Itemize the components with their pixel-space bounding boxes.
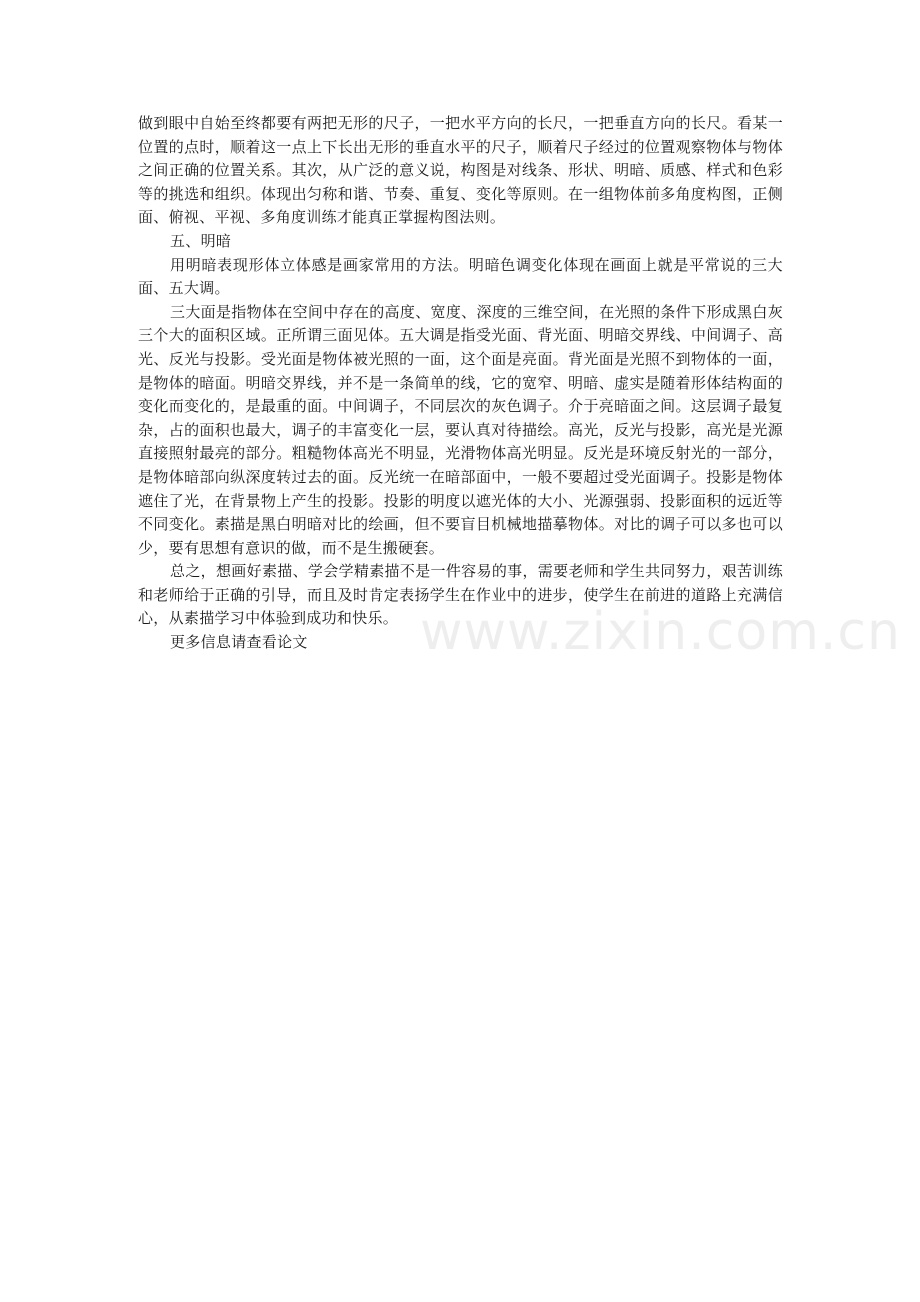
section-heading-light-and-shade: 五、明暗 xyxy=(170,231,232,250)
watermark: www.zixin.com.cn xyxy=(420,602,901,662)
paragraph-composition-rulers: 做到眼中自始至终都要有两把无形的尺子，一把水平方向的长尺，一把垂直方向的长尺。看某一位置的点时，顺着这一点上下长出无形的垂直水平的尺子，顺着尺子经过的位置观察物体与物体之间正确的位置关系。其次，从广泛的意义说，构图是对线条、形状、明暗、质感、样式和色彩等的挑选和组织。体现出匀称和谐、节奏、重复、变化等原则。在一组物体前多角度构图，正侧面、俯视、平视、多角度训练才能真正掌握构图法则。 xyxy=(138,114,783,227)
paragraph-three-planes-five-tones: 三大面是指物体在空间中存在的高度、宽度、深度的三维空间，在光照的条件下形成黑白灰三个大的面积区域。正所谓三面见体。五大调是指受光面、背光面、明暗交界线、中间调子、高光、反光与投影。受光面是物体被光照的一面，这个面是亮面。背光面是光照不到物体的一面，是物体的暗面。明暗交界线，并不是一条简单的线，它的宽窄、明暗、虚实是随着形体结构面的变化而变化的，是最重的面。中间调子，不同层次的灰色调子。介于亮暗面之间。这层调子最复杂，占的面积也最大，调子的丰富变化一层，要认真对待描绘。高光，反光与投影，高光是光源直接照射最亮的部分。粗糙物体高光不明显，光滑物体高光明显。反光是环境反射光的一部分，是物体暗部向纵深度转过去的面。反光统一在暗部面中，一般不要超过受光面调子。投影是物体遮住了光，在背景物上产生的投影。投影的明度以遮光体的大小、光源强弱、投影面积的远近等不同变化。素描是黑白明暗对比的绘画，但不要盲目机械地描摹物体。对比的调子可以多也可以少，要有思想有意识的做，而不是生搬硬套。 xyxy=(138,302,783,557)
paragraph-light-and-shade-intro: 用明暗表现形体立体感是画家常用的方法。明暗色调变化体现在画面上就是平常说的三大面、五大调。 xyxy=(138,255,783,298)
paragraph-conclusion: 总之，想画好素描、学会学精素描不是一件容易的事，需要老师和学生共同努力，艰苦训练和老师给于正确的引导，而且及时肯定表扬学生在作业中的进步，使学生在前进的道路上充满信心，从素描学习中体验到成功和快乐。 xyxy=(138,562,783,628)
more-info-line: 更多信息请查看论文 xyxy=(170,633,308,652)
document-page xyxy=(138,112,783,655)
